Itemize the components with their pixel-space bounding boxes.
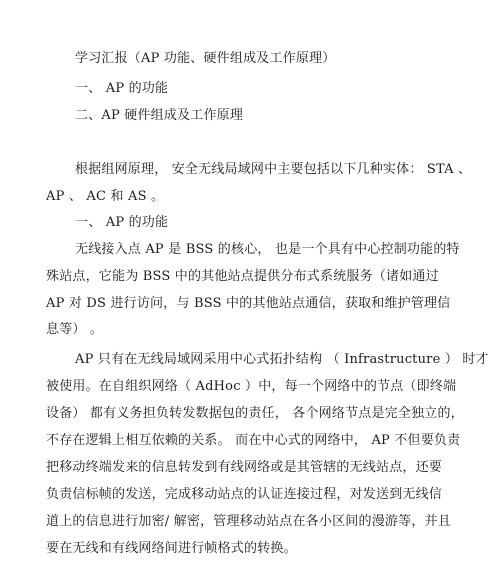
paragraph1-line-4: 息等） 。 bbox=[46, 322, 104, 337]
paragraph2-line-7: 道上的信息进行加密/ 解密，管理移动站点在各小区间的漫游等，并且 bbox=[46, 514, 451, 529]
section-heading: 一、 AP 的功能 bbox=[75, 215, 169, 230]
paragraph2-line-4: 不存在逻辑上相互依赖的关系。 而在中心式的网络中， AP 不但要负责 bbox=[46, 433, 461, 448]
document-title: 学习汇报（AP 功能、硬件组成及工作原理） bbox=[75, 51, 336, 66]
paragraph1-line-2: 殊站点，它能为 BSS 中的其他站点提供分布式系统服务（诸如通过 bbox=[46, 269, 439, 284]
paragraph1-line-1: 无线接入点 AP 是 BSS 的核心， 也是一个具有中心控制功能的特 bbox=[75, 242, 460, 257]
intro-line-2: AP 、 AC 和 AS 。 bbox=[46, 189, 165, 204]
outline-item-2: 二、AP 硬件组成及工作原理 bbox=[75, 108, 244, 123]
paragraph2-line-8: 要在无线和有线网络间进行帧格式的转换。 bbox=[46, 541, 297, 556]
paragraph2-line-6: 负责信标帧的发送，完成移动站点的认证连接过程，对发送到无线信 bbox=[46, 487, 443, 502]
paragraph2-line-2: 被使用。在自组织网络（ AdHoc ）中，每一个网络中的节点（即终端 bbox=[46, 379, 457, 394]
paragraph1-line-3: AP 对 DS 进行访问，与 BSS 中的其他站点通信，获取和维护管理信 bbox=[46, 296, 451, 311]
outline-item-1: 一、 AP 的功能 bbox=[75, 81, 169, 96]
paragraph2-line-5: 把移动终端发来的信息转发到有线网络或是其管辖的无线站点，还要 bbox=[46, 460, 443, 475]
intro-line-1: 根据组网原理， 安全无线局域网中主要包括以下几种实体： STA 、 bbox=[75, 162, 472, 177]
paragraph2-line-3: 设备） 都有义务担负转发数据包的责任， 各个网络节点是完全独立的， bbox=[46, 406, 464, 421]
paragraph2-line-1: AP 只有在无线局域网采用中心式拓扑结构 （ Infrastructure ） 时才 bbox=[75, 352, 489, 367]
